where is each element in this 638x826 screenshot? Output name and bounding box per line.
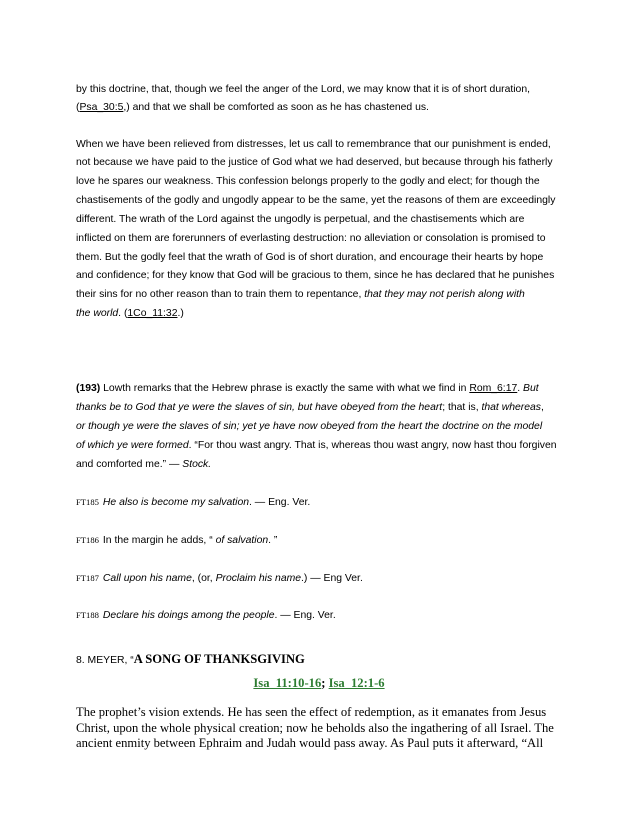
text: .) — [177, 308, 184, 319]
text: .) — Eng Ver. — [301, 573, 363, 584]
text: ; that is, — [442, 402, 482, 413]
note-193-line-5 — [76, 457, 211, 473]
text: When we have been relieved from distresses, let us call to remembrance that our punishment is ended, — [76, 139, 551, 150]
scripture-link-isa-12-1-6[interactable]: Isa_12:1-6 — [328, 676, 385, 690]
paragraph-3-line-2: Christ, upon the whole physical creation; now he beholds also the ingathering of all Israel. The — [76, 720, 554, 735]
paragraph-2-line-9 — [76, 287, 525, 303]
italic-text: thanks be to God that ye were the slaves of sin, but have obeyed from the heart — [76, 402, 443, 413]
paragraph-3-line-1: The prophet’s vision extends. He has seen the effect of redemption, as it emanates from Jesus — [76, 705, 547, 719]
text: inflicted on them are forerunners of everlasting destruction: no alleviation or consolation is promised to — [76, 233, 546, 244]
text: by this doctrine, that, though we feel the anger of the Lord, we may know that it is of short duration, — [76, 84, 530, 95]
scripture-link-isa-11-10-16[interactable]: Isa_11:10-16 — [253, 676, 322, 690]
paragraph-2-line-5 — [76, 212, 524, 228]
paragraph-2-line-4 — [76, 193, 555, 209]
paragraph-2-line-1 — [76, 137, 551, 153]
italic-text: Declare his doings among the people — [102, 610, 275, 621]
text: . — Eng. Ver. — [274, 610, 336, 621]
text: . — [517, 383, 524, 394]
italic-text: that whereas — [481, 402, 541, 413]
italic-text: Call upon his name — [102, 573, 192, 584]
text: their sins for no other reason than to train them to repentance, — [76, 289, 365, 300]
footnote-186 — [76, 532, 277, 549]
scripture-references — [0, 676, 638, 691]
scripture-link-rom-6-17[interactable]: Rom_6:17 — [469, 383, 518, 394]
text: Lowth remarks that the Hebrew phrase is exactly the same with what we find in — [100, 383, 470, 394]
paragraph-3-line-3: ancient enmity between Ephraim and Judah would pass away. As Paul puts it afterward, “All — [76, 736, 544, 750]
italic-text: or though ye were the slaves of sin; yet ye have now obeyed from the heart the doctrine on the model — [76, 421, 543, 432]
italic-text: Proclaim his name — [215, 573, 302, 584]
text: and comforted me.” — — [76, 459, 183, 470]
italic-text: of salvation — [215, 535, 269, 546]
italic-text: Stock. — [182, 459, 212, 470]
paragraph-1-line-1 — [76, 82, 530, 98]
text: not because we have paid to the justice of God what we had deserved, but because through his fatherly — [76, 157, 553, 168]
italic-text: that they may not perish along with — [364, 289, 525, 300]
text: In the margin he adds, “ — [102, 535, 216, 546]
paragraph-3 — [76, 705, 570, 752]
separator: ; — [321, 676, 329, 690]
italic-text: the world — [76, 308, 119, 319]
italic-text: But — [523, 383, 539, 394]
text: . — Eng. Ver. — [249, 497, 311, 508]
text: them. But the godly feel that the wrath of God is of short duration, and encourage their hearts by hope — [76, 252, 544, 263]
footnote-tag: FT187 — [76, 573, 99, 583]
text: and confidence; for they know that God will be gracious to them, since he has declared that he punishes — [76, 270, 555, 281]
scripture-link-psa-30-5[interactable]: Psa_30:5 — [79, 102, 124, 113]
paragraph-2-line-8 — [76, 268, 554, 284]
text: . ” — [268, 535, 278, 546]
paragraph-2-line-2 — [76, 155, 553, 171]
italic-text: He also is become my salvation — [102, 497, 250, 508]
section-title: A SONG OF THANKSGIVING — [133, 652, 305, 666]
note-193-line-2 — [76, 400, 544, 416]
italic-text: of which ye were formed — [76, 440, 189, 451]
section-heading — [76, 650, 305, 668]
text: ,) and that we shall be comforted as soon as he has chastened us. — [123, 102, 429, 113]
text: , (or, — [191, 573, 216, 584]
footnote-188 — [76, 607, 336, 624]
text: . “For thou wast angry. That is, whereas thou wast angry, now hast thou forgiven — [188, 440, 557, 451]
scripture-link-1co-11-32[interactable]: 1Co_11:32 — [127, 308, 178, 319]
note-193-line-3 — [76, 419, 542, 435]
note-193-line-4 — [76, 438, 557, 454]
text: different. The wrath of the Lord against the ungodly is perpetual, and the chastisements which are — [76, 214, 525, 225]
paragraph-1-line-2 — [76, 100, 429, 116]
paragraph-2-line-6 — [76, 231, 546, 247]
text: , — [540, 402, 544, 413]
footnote-tag: FT188 — [76, 610, 99, 620]
paragraph-2-line-3 — [76, 174, 540, 190]
footnote-187 — [76, 570, 363, 587]
paragraph-2-line-10 — [76, 306, 184, 322]
note-193-line-1 — [76, 381, 539, 397]
note-number: (193) — [76, 383, 101, 394]
text: ( — [76, 102, 80, 113]
footnote-tag: FT186 — [76, 535, 99, 545]
text: chastisements of the godly and ungodly appear to be the same, yet the reasons of them are exceedingly — [76, 195, 556, 206]
paragraph-2-line-7 — [76, 250, 543, 266]
text: . ( — [118, 308, 128, 319]
footnote-tag: FT185 — [76, 497, 99, 507]
text: love he spares our weakness. This confession belongs properly to the godly and elect; for though the — [76, 176, 540, 187]
footnote-185 — [76, 494, 310, 511]
section-number: 8. MEYER, “ — [76, 655, 134, 666]
